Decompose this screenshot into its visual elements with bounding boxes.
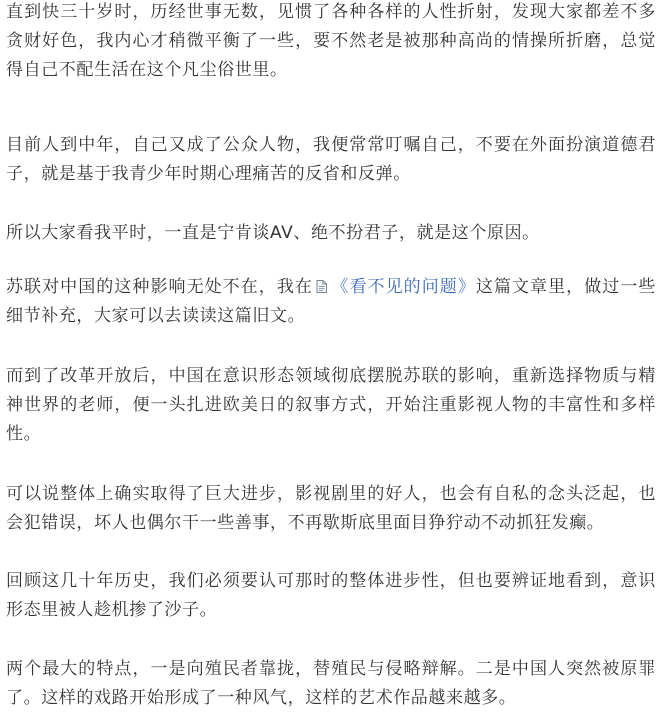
paragraph-6: 可以说整体上确实取得了巨大进步，影视剧里的好人，也会有自私的念头泛起，也会犯错误，坏人也偶尔干一些善事，不再歇斯底里面目狰狞动不动抓狂发癫。 xyxy=(6,484,656,533)
paragraph-7: 回顾这几十年历史，我们必须要认可那时的整体进步性，但也要辨证地看到，意识形态里被人趁机掺了沙子。 xyxy=(6,571,656,620)
document-link-icon xyxy=(316,280,327,293)
paragraph-3: 所以大家看我平时，一直是宁肯谈AV、绝不扮君子，就是这个原因。 xyxy=(6,223,540,243)
paragraph-4-before: 苏联对中国的这种影响无处不在，我在 xyxy=(6,277,313,297)
paragraph-1: 直到快三十岁时，历经世事无数，见惯了各种各样的人性折射，发现大家都差不多贪财好色，我内心才稍微平衡了一些，要不然老是被那种高尚的情操所折磨，总觉得自己不配生活在这个凡尘俗世里。 xyxy=(6,2,656,80)
paragraph-8: 两个最大的特点，一是向殖民者靠拢，替殖民与侵略辩解。二是中国人突然被原罪了。这样的戏路开始形成了一种风气，这样的艺术作品越来越多。 xyxy=(6,659,656,708)
paragraph-4-after: 这篇文章里，做过一些细节补充，大家可以去读读这篇旧文。 xyxy=(6,277,657,326)
old-article-link-text[interactable]: 《看不见的问题》 xyxy=(330,277,476,297)
paragraph-5: 而到了改革开放后，中国在意识形态领域彻底摆脱苏联的影响，重新选择物质与精神世界的老师，便一头扎进欧美日的叙事方式，开始注重影视人物的丰富性和多样性。 xyxy=(6,366,656,444)
paragraph-2: 目前人到中年，自己又成了公众人物，我便常常叮嘱自己，不要在外面扮演道德君子，就是基于我青少年时期心理痛苦的反省和反弹。 xyxy=(6,135,656,184)
paragraph-4 xyxy=(6,273,656,331)
old-article-link[interactable] xyxy=(313,277,476,297)
